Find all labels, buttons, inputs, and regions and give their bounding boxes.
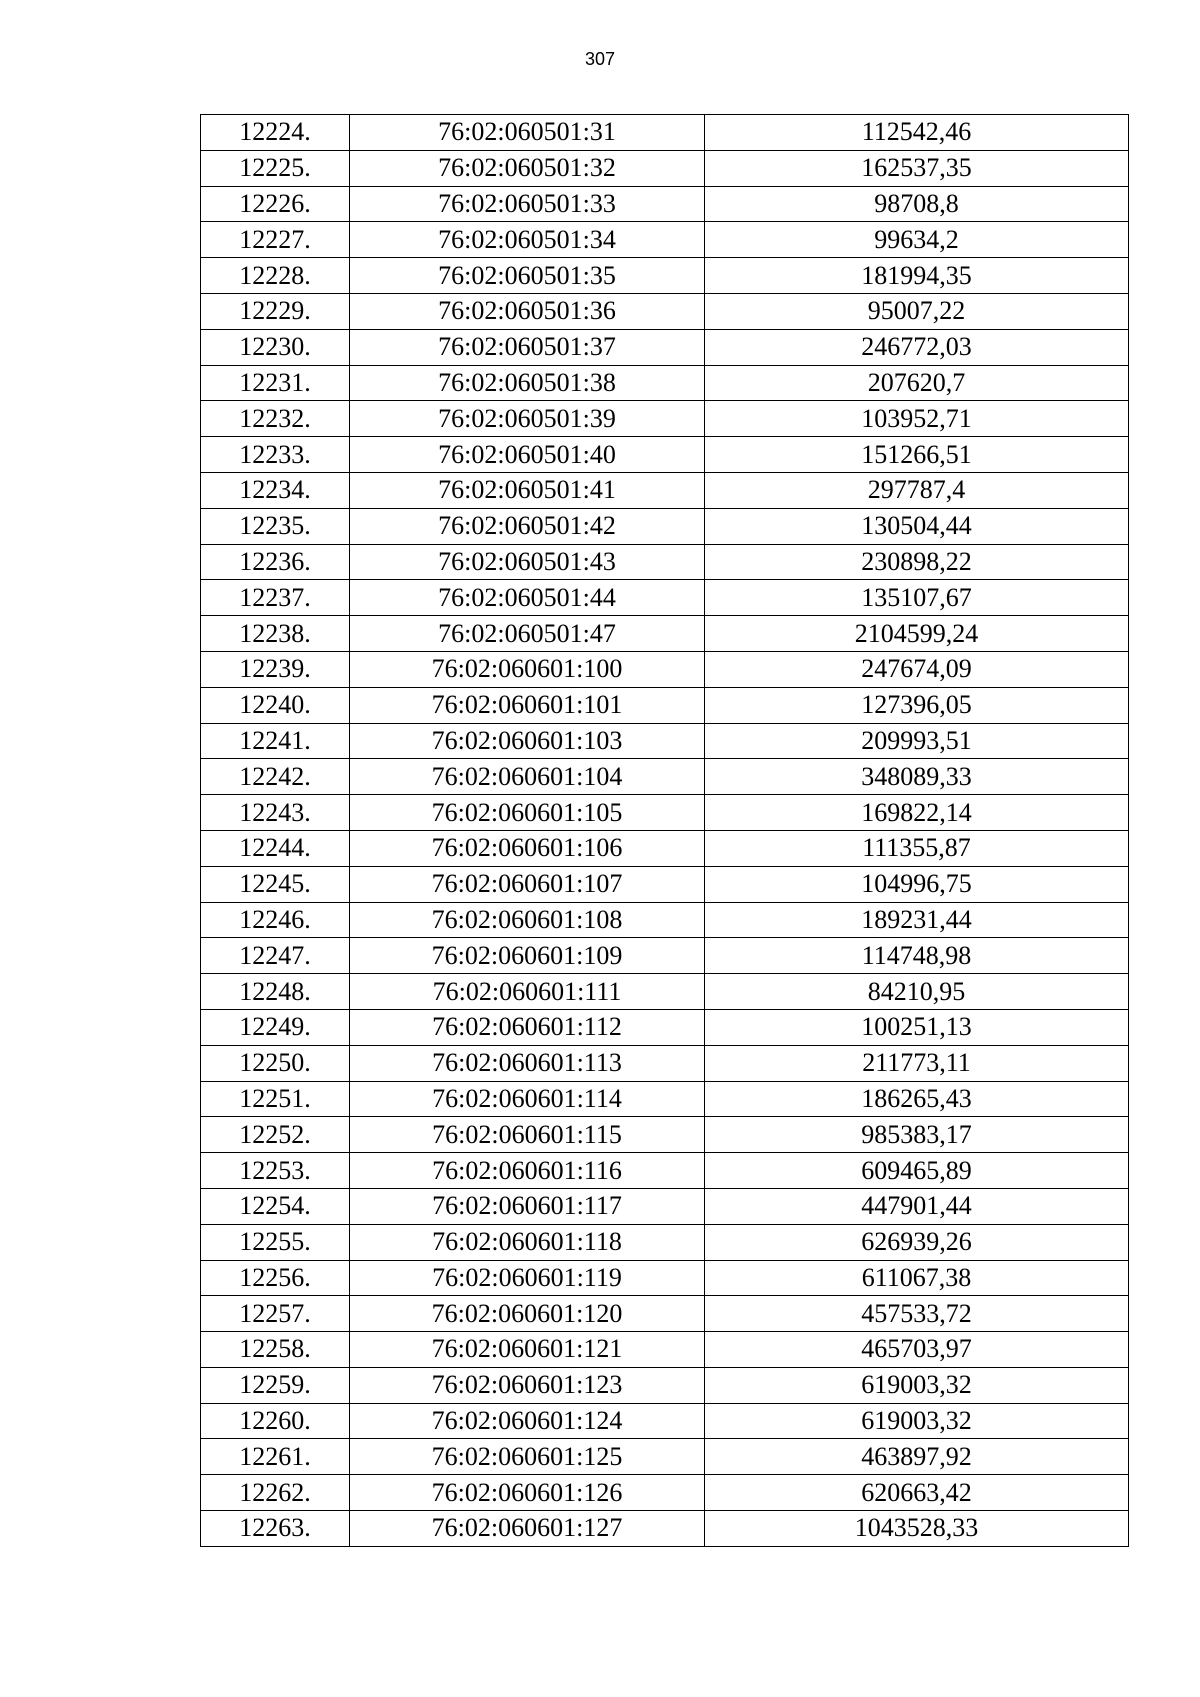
cadastral-number-cell: 76:02:060501:35 <box>350 258 705 294</box>
cadastral-number-cell: 76:02:060501:39 <box>350 401 705 437</box>
value-cell: 619003,32 <box>705 1367 1129 1403</box>
cadastral-number-cell: 76:02:060601:118 <box>350 1224 705 1260</box>
row-number-cell: 12261. <box>201 1439 350 1475</box>
value-cell: 211773,11 <box>705 1045 1129 1081</box>
row-number-cell: 12262. <box>201 1475 350 1511</box>
value-cell: 151266,51 <box>705 437 1129 473</box>
cadastral-number-cell: 76:02:060601:119 <box>350 1260 705 1296</box>
table-row <box>201 759 1129 795</box>
row-number-cell: 12229. <box>201 293 350 329</box>
row-number-cell: 12245. <box>201 866 350 902</box>
table-row <box>201 329 1129 365</box>
table-row <box>201 687 1129 723</box>
table-row <box>201 1188 1129 1224</box>
cadastral-number-cell: 76:02:060601:111 <box>350 974 705 1010</box>
cadastral-number-cell: 76:02:060601:117 <box>350 1188 705 1224</box>
table-row <box>201 723 1129 759</box>
table-row <box>201 508 1129 544</box>
table-row <box>201 437 1129 473</box>
value-cell: 127396,05 <box>705 687 1129 723</box>
cadastral-number-cell: 76:02:060601:116 <box>350 1153 705 1189</box>
table-row <box>201 401 1129 437</box>
value-cell: 114748,98 <box>705 938 1129 974</box>
row-number-cell: 12224. <box>201 115 350 151</box>
table-row <box>201 830 1129 866</box>
value-cell: 626939,26 <box>705 1224 1129 1260</box>
value-cell: 209993,51 <box>705 723 1129 759</box>
value-cell: 297787,4 <box>705 472 1129 508</box>
table-row <box>201 1081 1129 1117</box>
table-row <box>201 938 1129 974</box>
row-number-cell: 12231. <box>201 365 350 401</box>
table-row <box>201 1367 1129 1403</box>
table-row <box>201 150 1129 186</box>
value-cell: 162537,35 <box>705 150 1129 186</box>
row-number-cell: 12253. <box>201 1153 350 1189</box>
value-cell: 611067,38 <box>705 1260 1129 1296</box>
row-number-cell: 12250. <box>201 1045 350 1081</box>
value-cell: 619003,32 <box>705 1403 1129 1439</box>
row-number-cell: 12243. <box>201 795 350 831</box>
row-number-cell: 12235. <box>201 508 350 544</box>
row-number-cell: 12257. <box>201 1296 350 1332</box>
table-row <box>201 902 1129 938</box>
value-cell: 247674,09 <box>705 651 1129 687</box>
cadastral-number-cell: 76:02:060501:43 <box>350 544 705 580</box>
row-number-cell: 12259. <box>201 1367 350 1403</box>
registry-table <box>200 114 1129 1547</box>
row-number-cell: 12227. <box>201 222 350 258</box>
value-cell: 103952,71 <box>705 401 1129 437</box>
table-row <box>201 1403 1129 1439</box>
cadastral-number-cell: 76:02:060501:40 <box>350 437 705 473</box>
table-row <box>201 1296 1129 1332</box>
value-cell: 111355,87 <box>705 830 1129 866</box>
value-cell: 112542,46 <box>705 115 1129 151</box>
table-row <box>201 472 1129 508</box>
value-cell: 985383,17 <box>705 1117 1129 1153</box>
cadastral-number-cell: 76:02:060501:37 <box>350 329 705 365</box>
table-row <box>201 115 1129 151</box>
row-number-cell: 12226. <box>201 186 350 222</box>
cadastral-number-cell: 76:02:060601:121 <box>350 1332 705 1368</box>
row-number-cell: 12237. <box>201 580 350 616</box>
cadastral-number-cell: 76:02:060501:31 <box>350 115 705 151</box>
row-number-cell: 12225. <box>201 150 350 186</box>
table-row <box>201 1260 1129 1296</box>
value-cell: 465703,97 <box>705 1332 1129 1368</box>
cadastral-number-cell: 76:02:060601:123 <box>350 1367 705 1403</box>
table-row <box>201 1511 1129 1547</box>
cadastral-number-cell: 76:02:060601:105 <box>350 795 705 831</box>
row-number-cell: 12241. <box>201 723 350 759</box>
value-cell: 104996,75 <box>705 866 1129 902</box>
row-number-cell: 12256. <box>201 1260 350 1296</box>
table-row <box>201 293 1129 329</box>
cadastral-number-cell: 76:02:060501:34 <box>350 222 705 258</box>
row-number-cell: 12260. <box>201 1403 350 1439</box>
row-number-cell: 12247. <box>201 938 350 974</box>
cadastral-number-cell: 76:02:060601:100 <box>350 651 705 687</box>
table-row <box>201 974 1129 1010</box>
row-number-cell: 12240. <box>201 687 350 723</box>
table-row <box>201 186 1129 222</box>
cadastral-number-cell: 76:02:060601:108 <box>350 902 705 938</box>
table-row <box>201 258 1129 294</box>
cadastral-number-cell: 76:02:060601:106 <box>350 830 705 866</box>
row-number-cell: 12251. <box>201 1081 350 1117</box>
value-cell: 84210,95 <box>705 974 1129 1010</box>
cadastral-number-cell: 76:02:060501:36 <box>350 293 705 329</box>
cadastral-number-cell: 76:02:060601:120 <box>350 1296 705 1332</box>
cadastral-number-cell: 76:02:060601:112 <box>350 1009 705 1045</box>
value-cell: 130504,44 <box>705 508 1129 544</box>
row-number-cell: 12263. <box>201 1511 350 1547</box>
value-cell: 189231,44 <box>705 902 1129 938</box>
cadastral-number-cell: 76:02:060601:103 <box>350 723 705 759</box>
value-cell: 100251,13 <box>705 1009 1129 1045</box>
row-number-cell: 12230. <box>201 329 350 365</box>
value-cell: 99634,2 <box>705 222 1129 258</box>
cadastral-number-cell: 76:02:060501:33 <box>350 186 705 222</box>
value-cell: 447901,44 <box>705 1188 1129 1224</box>
cadastral-number-cell: 76:02:060601:101 <box>350 687 705 723</box>
value-cell: 186265,43 <box>705 1081 1129 1117</box>
table-row <box>201 866 1129 902</box>
cadastral-number-cell: 76:02:060601:115 <box>350 1117 705 1153</box>
value-cell: 457533,72 <box>705 1296 1129 1332</box>
row-number-cell: 12228. <box>201 258 350 294</box>
registry-table-body <box>201 115 1129 1547</box>
value-cell: 463897,92 <box>705 1439 1129 1475</box>
value-cell: 169822,14 <box>705 795 1129 831</box>
table-row <box>201 1475 1129 1511</box>
cadastral-number-cell: 76:02:060601:113 <box>350 1045 705 1081</box>
table-row <box>201 580 1129 616</box>
value-cell: 620663,42 <box>705 1475 1129 1511</box>
row-number-cell: 12234. <box>201 472 350 508</box>
row-number-cell: 12258. <box>201 1332 350 1368</box>
table-row <box>201 365 1129 401</box>
cadastral-number-cell: 76:02:060601:127 <box>350 1511 705 1547</box>
value-cell: 609465,89 <box>705 1153 1129 1189</box>
table-row <box>201 222 1129 258</box>
row-number-cell: 12252. <box>201 1117 350 1153</box>
value-cell: 95007,22 <box>705 293 1129 329</box>
cadastral-number-cell: 76:02:060601:104 <box>350 759 705 795</box>
row-number-cell: 12232. <box>201 401 350 437</box>
row-number-cell: 12238. <box>201 616 350 652</box>
row-number-cell: 12233. <box>201 437 350 473</box>
row-number-cell: 12239. <box>201 651 350 687</box>
cadastral-number-cell: 76:02:060501:42 <box>350 508 705 544</box>
cadastral-number-cell: 76:02:060601:114 <box>350 1081 705 1117</box>
cadastral-number-cell: 76:02:060601:107 <box>350 866 705 902</box>
table-row <box>201 1332 1129 1368</box>
value-cell: 246772,03 <box>705 329 1129 365</box>
cadastral-number-cell: 76:02:060601:109 <box>350 938 705 974</box>
table-row <box>201 616 1129 652</box>
cadastral-number-cell: 76:02:060501:47 <box>350 616 705 652</box>
cadastral-number-cell: 76:02:060601:125 <box>350 1439 705 1475</box>
row-number-cell: 12246. <box>201 902 350 938</box>
table-row <box>201 651 1129 687</box>
table-row <box>201 1009 1129 1045</box>
cadastral-number-cell: 76:02:060501:44 <box>350 580 705 616</box>
cadastral-number-cell: 76:02:060601:126 <box>350 1475 705 1511</box>
row-number-cell: 12248. <box>201 974 350 1010</box>
table-row <box>201 1045 1129 1081</box>
value-cell: 2104599,24 <box>705 616 1129 652</box>
table-row <box>201 544 1129 580</box>
value-cell: 135107,67 <box>705 580 1129 616</box>
row-number-cell: 12254. <box>201 1188 350 1224</box>
row-number-cell: 12244. <box>201 830 350 866</box>
value-cell: 98708,8 <box>705 186 1129 222</box>
table-row <box>201 1117 1129 1153</box>
value-cell: 1043528,33 <box>705 1511 1129 1547</box>
value-cell: 230898,22 <box>705 544 1129 580</box>
table-row <box>201 1439 1129 1475</box>
table-row <box>201 795 1129 831</box>
row-number-cell: 12236. <box>201 544 350 580</box>
value-cell: 348089,33 <box>705 759 1129 795</box>
cadastral-number-cell: 76:02:060501:32 <box>350 150 705 186</box>
table-row <box>201 1224 1129 1260</box>
cadastral-number-cell: 76:02:060501:38 <box>350 365 705 401</box>
row-number-cell: 12249. <box>201 1009 350 1045</box>
table-row <box>201 1153 1129 1189</box>
value-cell: 207620,7 <box>705 365 1129 401</box>
row-number-cell: 12255. <box>201 1224 350 1260</box>
value-cell: 181994,35 <box>705 258 1129 294</box>
row-number-cell: 12242. <box>201 759 350 795</box>
page-number: 307 <box>584 49 616 69</box>
cadastral-number-cell: 76:02:060601:124 <box>350 1403 705 1439</box>
cadastral-number-cell: 76:02:060501:41 <box>350 472 705 508</box>
